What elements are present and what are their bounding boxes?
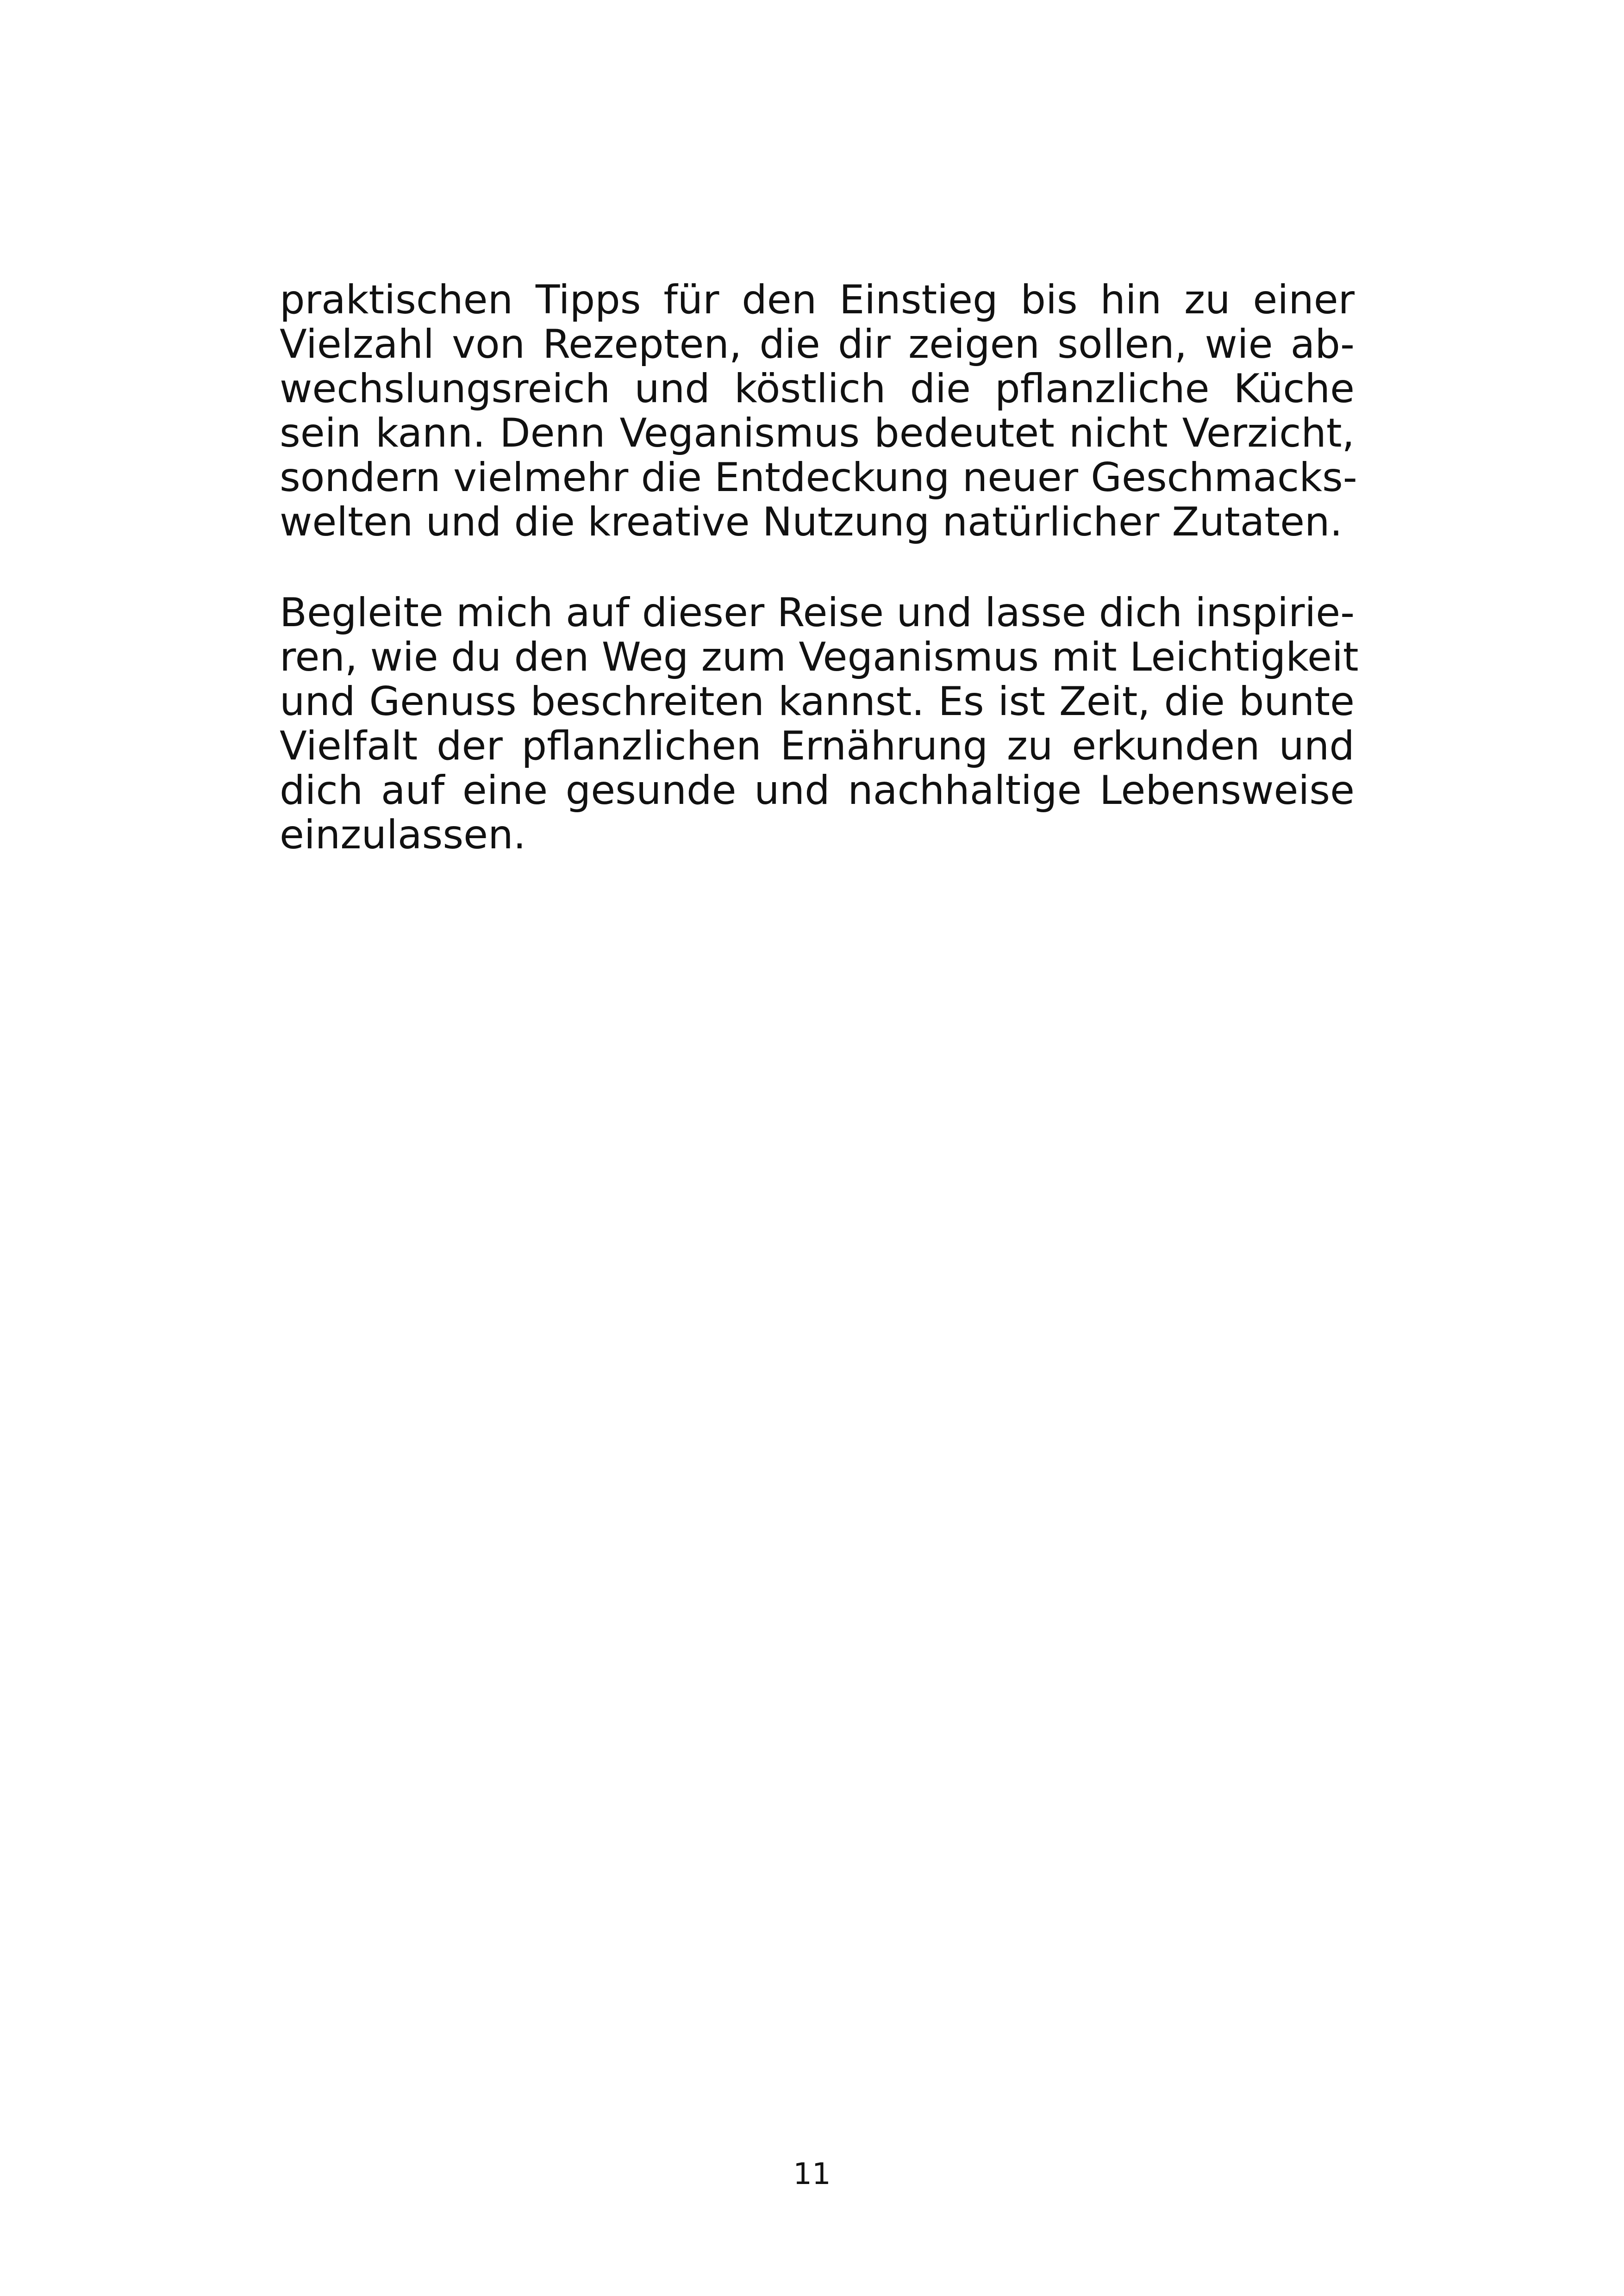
- text-line: ren, wie du den Weg zum Veganismus mit Leichtigkeit: [280, 634, 1359, 680]
- text-line: und Genuss beschreiten kannst. Es ist Zeit, die bunte: [280, 678, 1355, 725]
- text-line: dich auf eine gesunde und nachhaltige Lebensweise: [280, 767, 1355, 814]
- text-line: sein kann. Denn Veganismus bedeutet nicht Verzicht,: [280, 410, 1355, 456]
- text-line: welten und die kreative Nutzung natürlicher Zutaten.: [280, 499, 1343, 545]
- text-line: einzulassen.: [280, 812, 526, 858]
- body-text: [280, 277, 1359, 858]
- paragraph-spacer: [280, 544, 1355, 591]
- text-line: sondern vielmehr die Entdeckung neuer Geschmacks-: [280, 454, 1357, 501]
- paragraph-2: [280, 590, 1359, 858]
- text-line: wechslungsreich und köstlich die pflanzliche Küche: [280, 366, 1355, 412]
- page-number: 11: [793, 2157, 831, 2191]
- text-line: praktischen Tipps für den Einstieg bis hin zu einer: [280, 277, 1355, 323]
- text-line: Vielfalt der pflanzlichen Ernährung zu erkunden und: [280, 723, 1355, 769]
- text-line: Begleite mich auf dieser Reise und lasse dich inspirie-: [280, 590, 1355, 636]
- paragraph-1: [280, 278, 1355, 544]
- text-line: Vielzahl von Rezepten, die dir zeigen sollen, wie ab-: [280, 321, 1355, 367]
